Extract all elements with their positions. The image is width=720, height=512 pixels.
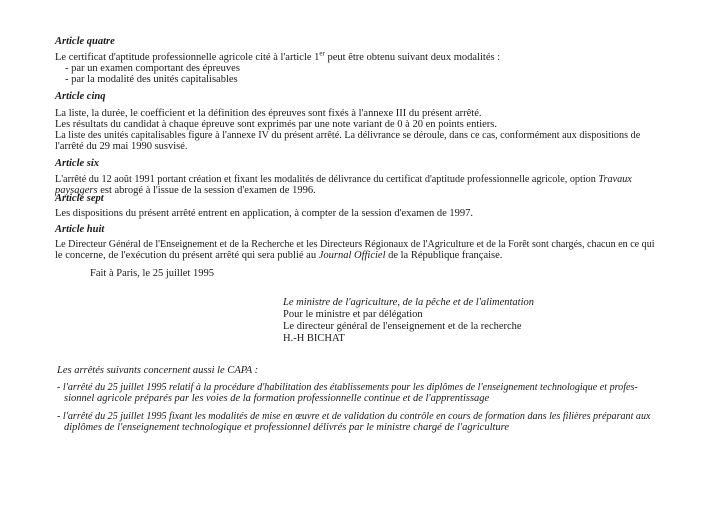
article-5-line-2: Les résultats du candidat à chaque épreuve sont exprimés par une note variant de 0 à 20 en points entiers.	[55, 119, 498, 130]
related-orders-heading: Les arrêtés suivants concernent aussi le CAPA :	[57, 365, 259, 376]
article-4-item-1: - par un examen comportant des épreuves	[65, 63, 240, 74]
article-8-line-2-text: le concerne, de l'exécution du présent arrêté qui sera publié au	[55, 250, 319, 261]
article-4-intro-text: Le certificat d'aptitude professionnelle agricole cité à l'article 1	[55, 52, 320, 63]
related-order-1-line-2: sionnel agricole préparés par les voies de la formation professionnelle continue et de l'apprentissage	[64, 393, 490, 404]
article-6-line-1	[55, 174, 632, 185]
article-8-line-2-end: de la République française.	[385, 250, 503, 261]
article-4-intro-text-end: peut être obtenu suivant deux modalités :	[324, 52, 501, 63]
journal-officiel: Journal Officiel	[318, 250, 386, 261]
article-8-line-1: Le Directeur Général de l'Enseignement et de la Recherche et les Directeurs Régionaux de l'Agriculture et de la Forêt sont chargés, chacun en ce qui	[55, 239, 655, 250]
article-5-line-4: l'arrêté du 29 mai 1990 susvisé.	[55, 141, 188, 152]
article-4-intro	[55, 49, 501, 63]
article-4-heading: Article quatre	[55, 36, 115, 47]
article-6-option-title: Travaux	[598, 174, 632, 185]
article-6-heading: Article six	[55, 158, 100, 169]
signature-director-title: Le directeur général de l'enseignement et de la recherche	[283, 321, 522, 332]
signature-delegation: Pour le ministre et par délégation	[283, 309, 423, 320]
article-7-heading: Article sept	[55, 193, 104, 204]
related-order-2-line-1: - l'arrêté du 25 juillet 1995 fixant les modalités de mise en œuvre et de validation du contrôle en cours de formation dans les filières préparant aux	[57, 411, 651, 422]
article-6-line-1-text: L'arrêté du 12 août 1991 portant création et fixant les modalités de délivrance du certificat d'aptitude professionnelle agricole, option	[55, 174, 599, 185]
article-8-heading: Article huit	[55, 224, 105, 235]
article-4-item-2: - par la modalité des unités capitalisables	[65, 74, 238, 85]
article-5-line-1: La liste, la durée, le coefficient et la définition des épreuves sont fixés à l'annexe III du présent arrêté.	[55, 108, 482, 119]
article-6-line-2-text: est abrogé à l'issue de la session d'examen de 1996.	[97, 185, 316, 196]
related-order-1-line-1: - l'arrêté du 25 juillet 1995 relatif à la procédure d'habilitation des établissements pour les diplômes de l'enseignement technologique et profes-	[57, 382, 638, 393]
dateline: Fait à Paris, le 25 juillet 1995	[90, 268, 214, 279]
article-8-line-2	[55, 250, 502, 261]
related-order-2-line-2: diplômes de l'enseignement technologique et professionnel délivrés par le ministre chargé de l'agriculture	[64, 422, 510, 433]
article-4-superscript: er	[319, 49, 325, 58]
signature-minister: Le ministre de l'agriculture, de la pêche et de l'alimentation	[283, 297, 534, 308]
article-5-heading: Article cinq	[55, 91, 106, 102]
signature-name: H.-H BICHAT	[283, 333, 345, 344]
article-6-option-title-end: paysagers	[55, 185, 98, 196]
article-5-line-3: La liste des unités capitalisables figure à l'annexe IV du présent arrêté. La délivrance se déroule, dans ce cas, conformément aux dispositions de	[55, 130, 641, 141]
article-7-line-1: Les dispositions du présent arrêté entrent en application, à compter de la session d'examen de 1997.	[55, 208, 473, 219]
